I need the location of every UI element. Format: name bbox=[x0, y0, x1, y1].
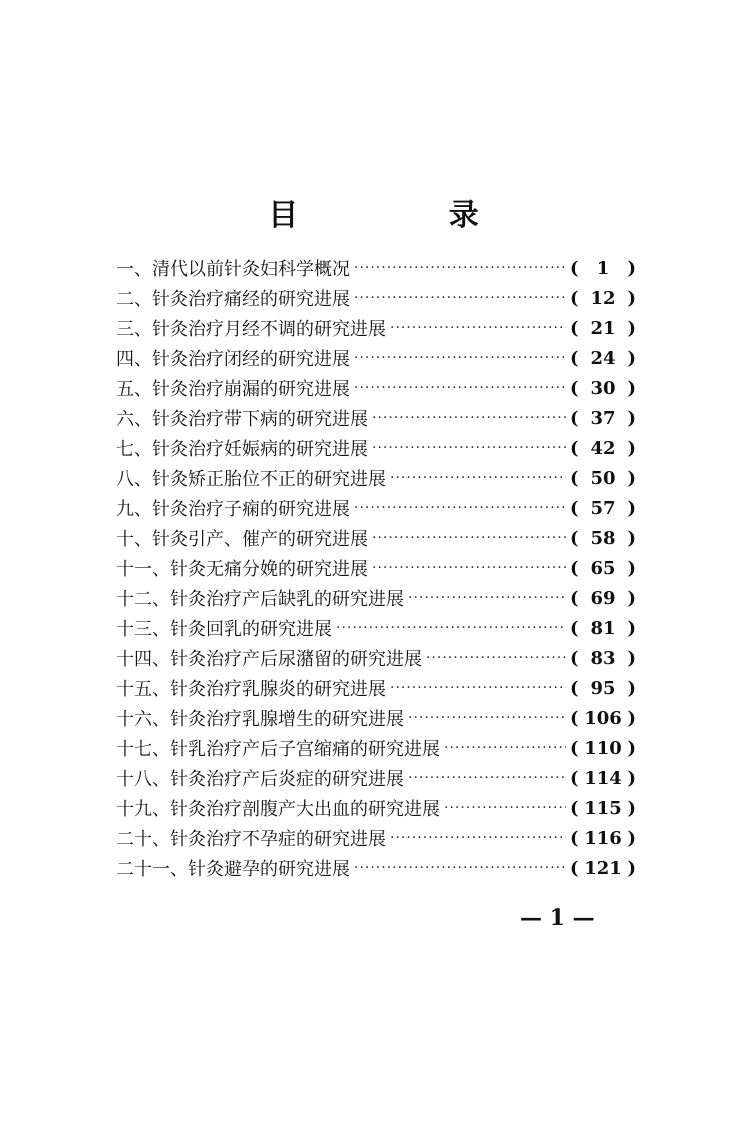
toc-page-number: 106 bbox=[584, 707, 622, 729]
toc-leader-dots bbox=[354, 500, 566, 516]
toc-page-number: 57 bbox=[590, 497, 616, 519]
toc-entry-label: 五、针灸治疗崩漏的研究进展 bbox=[116, 379, 350, 400]
toc-entry-label: 十五、针灸治疗乳腺炎的研究进展 bbox=[116, 679, 386, 700]
toc-page-number: 30 bbox=[590, 377, 616, 399]
toc-entry-label: 十四、针灸治疗产后尿潴留的研究进展 bbox=[116, 649, 422, 670]
toc-entry-label: 十三、针灸回乳的研究进展 bbox=[116, 619, 332, 640]
toc-entry-label: 四、针灸治疗闭经的研究进展 bbox=[116, 349, 350, 370]
toc-entry-page: ( 95 ) bbox=[570, 677, 636, 699]
toc-entry bbox=[116, 823, 636, 853]
toc-page-number: 116 bbox=[584, 827, 622, 849]
toc-leader-dots bbox=[408, 590, 566, 606]
toc-entry-page: ( 42 ) bbox=[570, 437, 636, 459]
toc-entry bbox=[116, 793, 636, 823]
toc-entry-page: ( 81 ) bbox=[570, 617, 636, 639]
toc-leader-dots bbox=[354, 260, 566, 276]
toc-leader-dots bbox=[408, 710, 566, 726]
toc-entry-page: ( 110 ) bbox=[570, 737, 636, 759]
toc-entry-page: ( 58 ) bbox=[570, 527, 636, 549]
toc-leader-dots bbox=[354, 380, 566, 396]
toc-page-number: 95 bbox=[590, 677, 616, 699]
toc-page-number: 1 bbox=[596, 257, 610, 279]
toc-entry bbox=[116, 373, 636, 403]
toc-entry-page: ( 50 ) bbox=[570, 467, 636, 489]
toc-entry-page: ( 116 ) bbox=[570, 827, 636, 849]
toc-leader-dots bbox=[390, 680, 566, 696]
toc-page-number: 50 bbox=[590, 467, 616, 489]
toc-entry-label: 十九、针灸治疗剖腹产大出血的研究进展 bbox=[116, 799, 440, 820]
toc-page-number: 24 bbox=[590, 347, 616, 369]
toc-page-number: 121 bbox=[584, 857, 622, 879]
toc-leader-dots bbox=[372, 410, 566, 426]
toc-entry-page: ( 12 ) bbox=[570, 287, 636, 309]
toc-leader-dots bbox=[354, 290, 566, 306]
toc-entry-page: ( 83 ) bbox=[570, 647, 636, 669]
toc-leader-dots bbox=[390, 470, 566, 486]
toc-leader-dots bbox=[372, 530, 566, 546]
toc-page-number: 42 bbox=[590, 437, 616, 459]
page-title: 目 录 bbox=[268, 198, 549, 233]
toc-entry-page: ( 57 ) bbox=[570, 497, 636, 519]
toc-entry-label: 一、清代以前针灸妇科学概况 bbox=[116, 259, 350, 280]
toc-page-number: 81 bbox=[590, 617, 616, 639]
toc-leader-dots bbox=[390, 320, 566, 336]
toc-entry-page: ( 114 ) bbox=[570, 767, 636, 789]
toc-entry bbox=[116, 253, 636, 283]
toc-entry bbox=[116, 403, 636, 433]
toc-leader-dots bbox=[444, 800, 566, 816]
toc-entry-label: 十六、针灸治疗乳腺增生的研究进展 bbox=[116, 709, 404, 730]
toc-entry bbox=[116, 613, 636, 643]
toc-entry-label: 八、针灸矫正胎位不正的研究进展 bbox=[116, 469, 386, 490]
toc-leader-dots bbox=[354, 350, 566, 366]
toc-page-number: 58 bbox=[590, 527, 616, 549]
toc-page-number: 83 bbox=[590, 647, 616, 669]
toc-entry-label: 十、针灸引产、催产的研究进展 bbox=[116, 529, 368, 550]
toc-leader-dots bbox=[390, 830, 566, 846]
toc-page-number: 69 bbox=[590, 587, 616, 609]
toc-entry-page: ( 24 ) bbox=[570, 347, 636, 369]
toc-leader-dots bbox=[372, 440, 566, 456]
toc-entry-label: 二十一、针灸避孕的研究进展 bbox=[116, 859, 350, 880]
toc-page-number: 12 bbox=[590, 287, 616, 309]
toc-entry-page: ( 65 ) bbox=[570, 557, 636, 579]
toc-entry-label: 十七、针乳治疗产后子宫缩痛的研究进展 bbox=[116, 739, 440, 760]
toc-leader-dots bbox=[426, 650, 566, 666]
toc-entry-page: ( 106 ) bbox=[570, 707, 636, 729]
toc-entry-label: 十八、针灸治疗产后炎症的研究进展 bbox=[116, 769, 404, 790]
toc-entry-page: ( 37 ) bbox=[570, 407, 636, 429]
toc-entry bbox=[116, 673, 636, 703]
toc-entry-page: ( 30 ) bbox=[570, 377, 636, 399]
toc-entry-page: ( 115 ) bbox=[570, 797, 636, 819]
toc-entry bbox=[116, 523, 636, 553]
toc-entry-label: 二、针灸治疗痛经的研究进展 bbox=[116, 289, 350, 310]
toc-leader-dots bbox=[444, 740, 566, 756]
toc-leader-dots bbox=[408, 770, 566, 786]
toc-entry-label: 九、针灸治疗子痫的研究进展 bbox=[116, 499, 350, 520]
toc-entry bbox=[116, 313, 636, 343]
toc-entry-label: 六、针灸治疗带下病的研究进展 bbox=[116, 409, 368, 430]
toc-page-number: 37 bbox=[590, 407, 616, 429]
toc-entry-label: 二十、针灸治疗不孕症的研究进展 bbox=[116, 829, 386, 850]
toc-entry bbox=[116, 343, 636, 373]
toc-entry bbox=[116, 433, 636, 463]
toc-leader-dots bbox=[336, 620, 566, 636]
toc-entry-page: ( 121 ) bbox=[570, 857, 636, 879]
toc-entry-label: 十一、针灸无痛分娩的研究进展 bbox=[116, 559, 368, 580]
toc-entry-label: 三、针灸治疗月经不调的研究进展 bbox=[116, 319, 386, 340]
toc-entry bbox=[116, 643, 636, 673]
toc-entry bbox=[116, 583, 636, 613]
toc-entry bbox=[116, 853, 636, 883]
toc-page-number: 110 bbox=[584, 737, 622, 759]
toc-entry-label: 十二、针灸治疗产后缺乳的研究进展 bbox=[116, 589, 404, 610]
toc-entry bbox=[116, 493, 636, 523]
toc-entry bbox=[116, 763, 636, 793]
toc-entry bbox=[116, 463, 636, 493]
toc-entry bbox=[116, 703, 636, 733]
toc-entry bbox=[116, 283, 636, 313]
toc-entry bbox=[116, 553, 636, 583]
toc-leader-dots bbox=[354, 860, 566, 876]
toc-entry-page: ( 21 ) bbox=[570, 317, 636, 339]
toc-entry-page: ( 69 ) bbox=[570, 587, 636, 609]
table-of-contents bbox=[116, 253, 636, 883]
toc-entry-label: 七、针灸治疗妊娠病的研究进展 bbox=[116, 439, 368, 460]
toc-page-number: 65 bbox=[590, 557, 616, 579]
page-number: — 1 — bbox=[520, 905, 595, 931]
toc-page-number: 115 bbox=[584, 797, 622, 819]
toc-page-number: 114 bbox=[584, 767, 622, 789]
toc-entry bbox=[116, 733, 636, 763]
toc-leader-dots bbox=[372, 560, 566, 576]
toc-page-number: 21 bbox=[590, 317, 616, 339]
toc-entry-page: ( 1 ) bbox=[570, 257, 636, 279]
